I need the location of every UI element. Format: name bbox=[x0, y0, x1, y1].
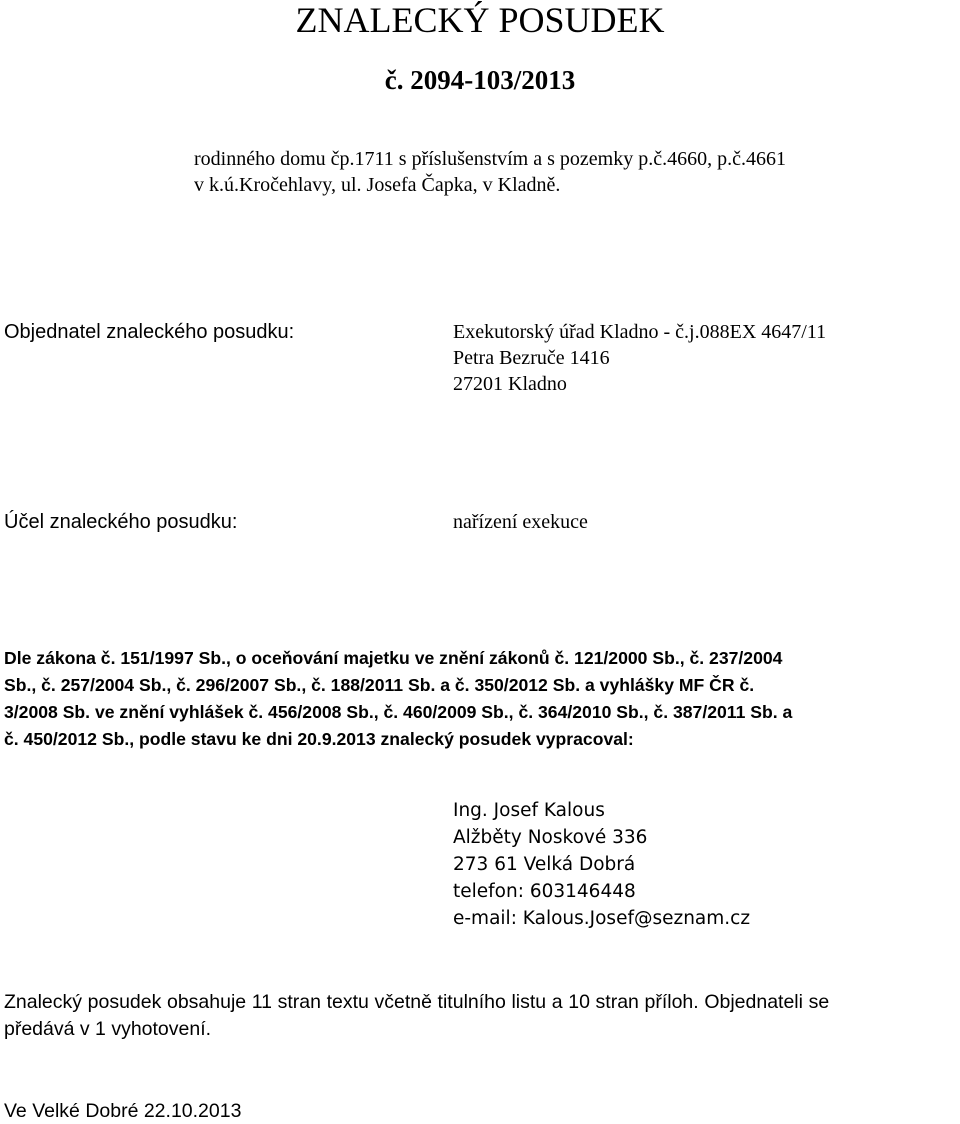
summary-line-1: Znalecký posudek obsahuje 11 stran textu včetně titulního listu a 10 stran příloh. Objednateli se bbox=[4, 991, 830, 1013]
legal-line-3: 3/2008 Sb. ve znění vyhlášek č. 456/2008 Sb., č. 460/2009 Sb., č. 364/2010 Sb., č. 387/2011 Sb. a bbox=[4, 702, 793, 722]
place-and-date: Ve Velké Dobré 22.10.2013 bbox=[4, 1100, 242, 1122]
client-line-2: Petra Bezruče 1416 bbox=[453, 347, 610, 369]
legal-basis-paragraph bbox=[4, 645, 954, 753]
subject-line-1: rodinného domu čp.1711 s příslušenstvím a s pozemky p.č.4660, p.č.4661 bbox=[194, 148, 786, 170]
client-details bbox=[453, 319, 826, 397]
expert-street: Alžběty Noskové 336 bbox=[453, 827, 648, 848]
expert-city: 273 61 Velká Dobrá bbox=[453, 854, 636, 875]
expert-name: Ing. Josef Kalous bbox=[453, 800, 605, 821]
document-summary bbox=[4, 989, 956, 1043]
expert-contact-block bbox=[453, 797, 750, 932]
client-label: Objednatel znaleckého posudku: bbox=[4, 321, 295, 343]
legal-line-1: Dle zákona č. 151/1997 Sb., o oceňování majetku ve znění zákonů č. 121/2000 Sb., č. 237/2004 bbox=[4, 648, 783, 668]
document-title: ZNALECKÝ POSUDEK bbox=[295, 0, 665, 40]
purpose-value: nařízení exekuce bbox=[453, 511, 588, 533]
summary-line-2: předává v 1 vyhotovení. bbox=[4, 1018, 212, 1040]
legal-line-2: Sb., č. 257/2004 Sb., č. 296/2007 Sb., č. 188/2011 Sb. a č. 350/2012 Sb. a vyhlášky MF ČR č. bbox=[4, 675, 755, 695]
expert-email: e-mail: Kalous.Josef@seznam.cz bbox=[453, 908, 751, 929]
purpose-label: Účel znaleckého posudku: bbox=[4, 511, 238, 533]
client-line-1: Exekutorský úřad Kladno - č.j.088EX 4647/11 bbox=[453, 321, 827, 343]
subject-description bbox=[194, 146, 786, 198]
legal-line-4: č. 450/2012 Sb., podle stavu ke dni 20.9.2013 znalecký posudek vypracoval: bbox=[4, 729, 634, 749]
document-number: č. 2094-103/2013 bbox=[384, 65, 576, 95]
subject-line-2: v k.ú.Kročehlavy, ul. Josefa Čapka, v Kladně. bbox=[194, 174, 561, 196]
client-line-3: 27201 Kladno bbox=[453, 373, 567, 395]
expert-phone: telefon: 603146448 bbox=[453, 881, 636, 902]
